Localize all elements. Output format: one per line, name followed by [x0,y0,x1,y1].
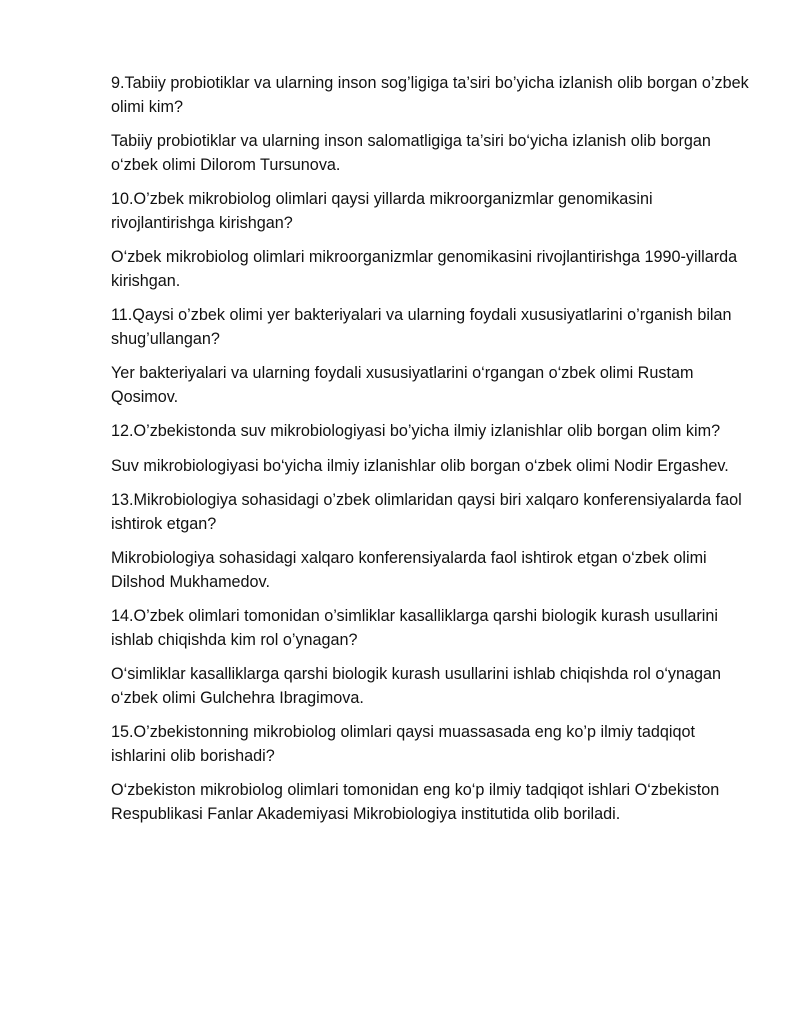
question-11: 11.Qaysi o’zbek olimi yer bakteriyalari va ularning foydali xususiyatlarini o’rganish bilan shug’ullangan? [111,306,732,348]
question-15: 15.O’zbekistonning mikrobiolog olimlari qaysi muassasada eng ko’p ilmiy tadqiqot ishlarini olib borishadi? [111,723,695,765]
answer-10: O‘zbek mikrobiolog olimlari mikroorganizmlar genomikasini rivojlantirishga 1990-yillarda kirishgan. [111,248,738,290]
answer-14: O‘simliklar kasalliklarga qarshi biologik kurash usullarini ishlab chiqishda rol o‘ynagan o‘zbek olimi Gulchehra Ibragimova. [111,665,722,707]
question-12: 12.O’zbekistonda suv mikrobiologiyasi bo’yicha ilmiy izlanishlar olib borgan olim kim? [111,422,721,440]
answer-13: Mikrobiologiya sohasidagi xalqaro konferensiyalarda faol ishtirok etgan o‘zbek olimi Dilshod Mukhamedov. [111,549,707,591]
answer-15: O‘zbekiston mikrobiolog olimlari tomonidan eng ko‘p ilmiy tadqiqot ishlari O‘zbekiston Respublikasi Fanlar Akademiyasi Mikrobiologiya institutida olib boriladi. [111,781,720,823]
answer-9: Tabiiy probiotiklar va ularning inson salomatligiga ta’siri bo‘yicha izlanish olib borgan o‘zbek olimi Dilorom Tursunova. [111,132,711,174]
question-14: 14.O’zbek olimlari tomonidan o’simliklar kasalliklarga qarshi biologik kurash usullarini ishlab chiqishda kim rol o’ynagan? [111,607,718,649]
question-9: 9.Tabiiy probiotiklar va ularning inson sog’ligiga ta’siri bo’yicha izlanish olib borgan o’zbek olimi kim? [111,74,749,116]
answer-12: Suv mikrobiologiyasi bo‘yicha ilmiy izlanishlar olib borgan o‘zbek olimi Nodir Ergashev. [111,456,729,475]
document-body [111,72,751,837]
question-10: 10.O’zbek mikrobiolog olimlari qaysi yillarda mikroorganizmlar genomikasini rivojlantirishga kirishgan? [111,190,653,232]
answer-11: Yer bakteriyalari va ularning foydali xususiyatlarini o‘rgangan o‘zbek olimi Rustam Qosimov. [111,364,694,406]
question-13: 13.Mikrobiologiya sohasidagi o’zbek olimlaridan qaysi biri xalqaro konferensiyalarda faol ishtirok etgan? [111,491,742,533]
